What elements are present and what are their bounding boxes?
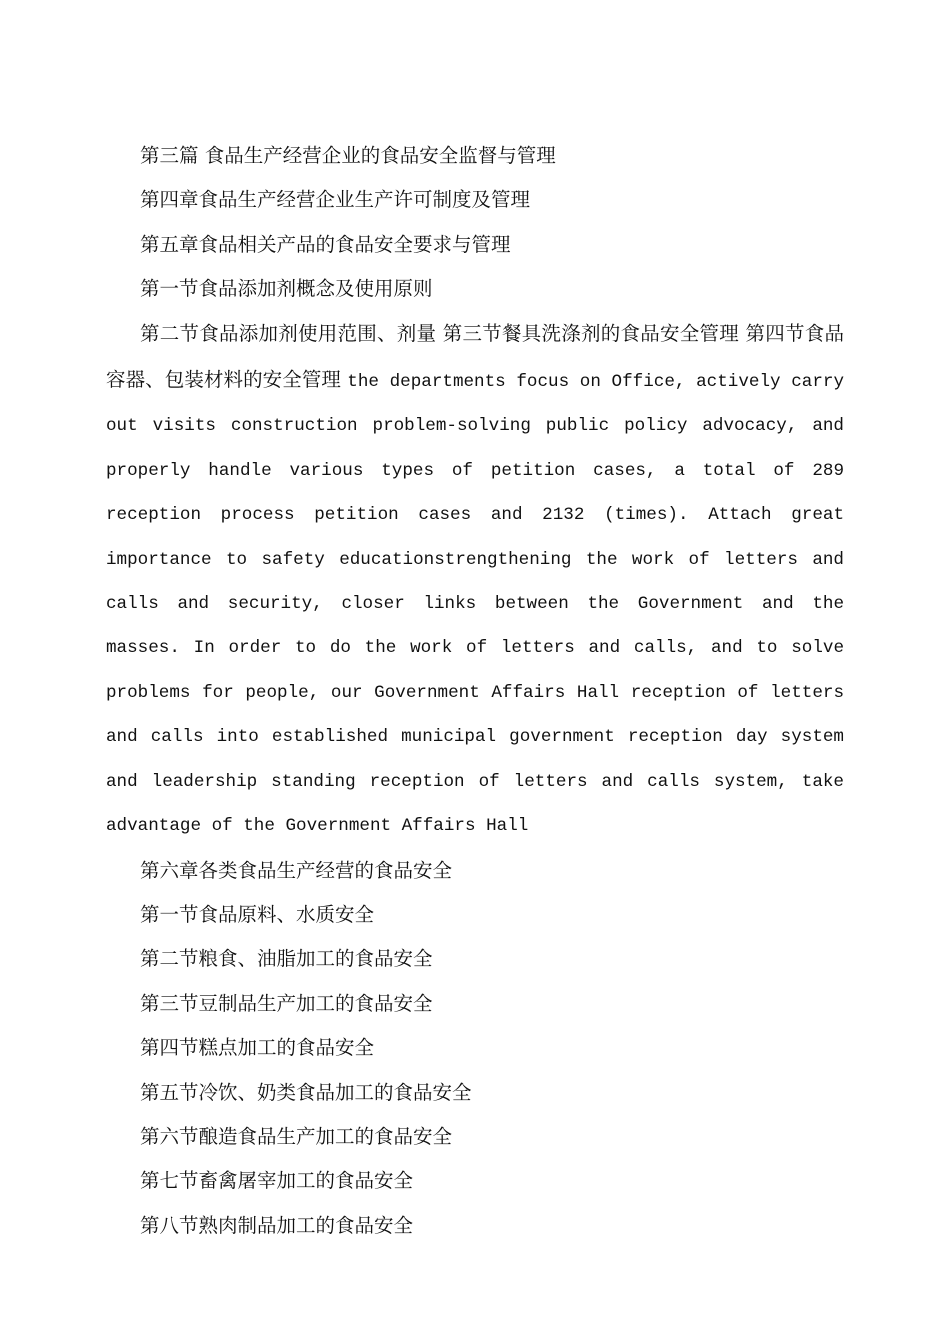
mixed-paragraph-latin-text: the departments focus on Office, actively carry out visits construction problem-solving public policy advocacy, and properly handle various types of petition cases, a total of 289 reception process petition cases and 2132 (times). Attach great importance to safety educationstrengthening the work of letters and calls and security, closer links between the Government and the masses. In order to do the work of letters and calls, and to solve problems for people, our Government Affairs Hall reception of letters and calls into established municipal government reception day system and leadership standing reception of letters and calls system, take advantage of the Government Affairs Hall — [106, 372, 844, 837]
section-raw-materials-heading: 第一节食品原料、水质安全 — [140, 902, 375, 926]
section-pastry-heading: 第四节糕点加工的食品安全 — [140, 1036, 375, 1060]
chapter-five-heading: 第五章食品相关产品的食品安全要求与管理 — [140, 232, 511, 256]
section-one-heading: 第一节食品添加剂概念及使用原则 — [140, 277, 433, 301]
document-body — [106, 134, 844, 1248]
chapter-six-heading: 第六章各类食品生产经营的食品安全 — [140, 858, 453, 882]
section-grain-oil-heading: 第二节粮食、油脂加工的食品安全 — [140, 947, 433, 971]
section-soy-products-heading: 第三节豆制品生产加工的食品安全 — [140, 991, 433, 1015]
section-cooked-meat-heading: 第八节熟肉制品加工的食品安全 — [140, 1213, 414, 1237]
mixed-paragraph-cjk-text: 第二节食品添加剂使用范围、剂量 第三节餐具洗涤剂的食品安全管理 第四节食品容器、包装材料的安全管理 — [106, 321, 844, 392]
section-slaughter-heading: 第七节畜禽屠宰加工的食品安全 — [140, 1169, 414, 1193]
section-cold-drinks-dairy-heading: 第五节冷饮、奶类食品加工的食品安全 — [140, 1080, 472, 1104]
section-brewing-heading: 第六节酿造食品生产加工的食品安全 — [140, 1124, 453, 1148]
part-three-heading: 第三篇 食品生产经营企业的食品安全监督与管理 — [140, 144, 556, 167]
chapter-four-heading: 第四章食品生产经营企业生产许可制度及管理 — [140, 188, 531, 212]
mixed-body-paragraph — [106, 312, 844, 849]
